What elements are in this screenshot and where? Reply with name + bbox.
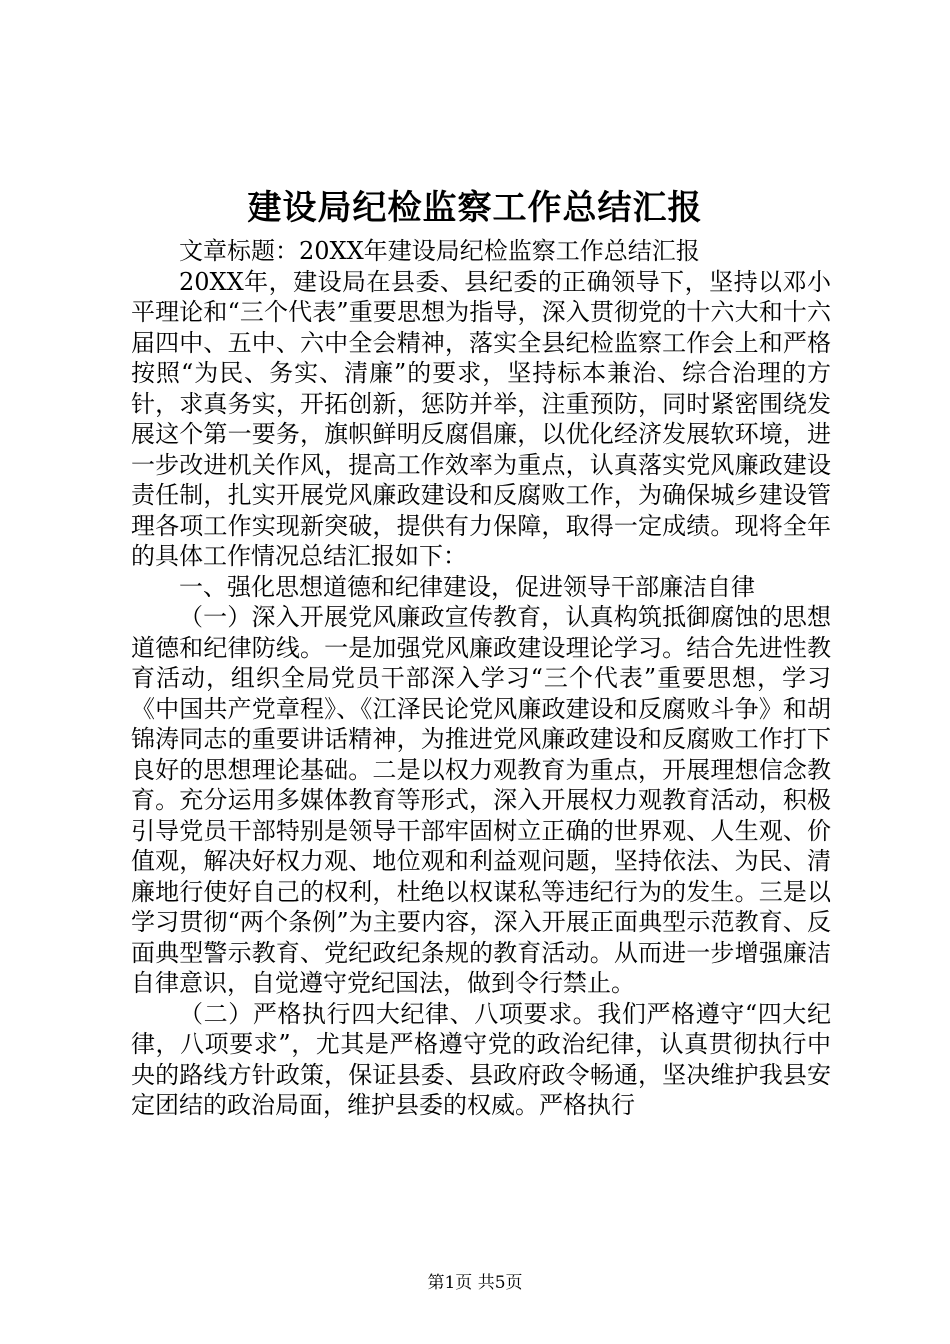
document-title: 建设局纪检监察工作总结汇报 [247,188,703,228]
section-heading: 一、强化思想道德和纪律建设，促进领导干部廉洁自律 [179,572,755,601]
intro-paragraph: 20XX年，建设局在县委、县纪委的正确领导下，坚持以邓小平理论和“三个代表”重要思想为指导，深入贯彻党的十六大和十六届四中、五中、六中全会精神，落实全县纪检监察工作会上和严格按照“为民、务实、清廉”的要求，坚持标本兼治、综合治理的方针，求真务实，开拓创新，惩防并举，注重预防，同时紧密围绕发展这个第一要务，旗帜鲜明反腐倡廉，以优化经济发展软环境，进一步改进机关作风，提高工作效率为重点，认真落实党风廉政建设责任制，扎实开展党风廉政建设和反腐败工作，为确保城乡建设管理各项工作实现新突破，提供有力保障，取得一定成绩。现将全年的具体工作情况总结汇报如下： [131,267,831,570]
subsection-paragraph-2: （二）严格执行四大纪律、八项要求。我们严格遵守“四大纪律，八项要求”，尤其是严格遵守党的政治纪律，认真贯彻执行中央的路线方针政策，保证县委、县政府政令畅通，坚决维护我县安定团结的政治局面，维护县委的权威。严格执行 [131,999,831,1119]
article-heading-line: 文章标题：20XX年建设局纪检监察工作总结汇报 [179,237,700,265]
page-indicator: 第1页 共5页 [427,1273,523,1293]
subsection-paragraph-1: （一）深入开展党风廉政宣传教育，认真构筑抵御腐蚀的思想道德和纪律防线。一是加强党风廉政建设理论学习。结合先进性教育活动，组织全局党员干部深入学习“三个代表”重要思想，学习《中国共产党章程》、《江泽民论党风廉政建设和反腐败斗争》和胡锦涛同志的重要讲话精神，为推进党风廉政建设和反腐败工作打下良好的思想理论基础。二是以权力观教育为重点，开展理想信念教育。充分运用多媒体教育等形式，深入开展权力观教育活动，积极引导党员干部特别是领导干部牢固树立正确的世界观、人生观、价值观，解决好权力观、地位观和利益观问题，坚持依法、为民、清廉地行使好自己的权利，杜绝以权谋私等违纪行为的发生。三是以学习贯彻“两个条例”为主要内容，深入开展正面典型示范教育、反面典型警示教育、党纪政纪条规的教育活动。从而进一步增强廉洁自律意识，自觉遵守党纪国法，做到令行禁止。 [131,603,831,997]
document-body [131,236,831,1121]
